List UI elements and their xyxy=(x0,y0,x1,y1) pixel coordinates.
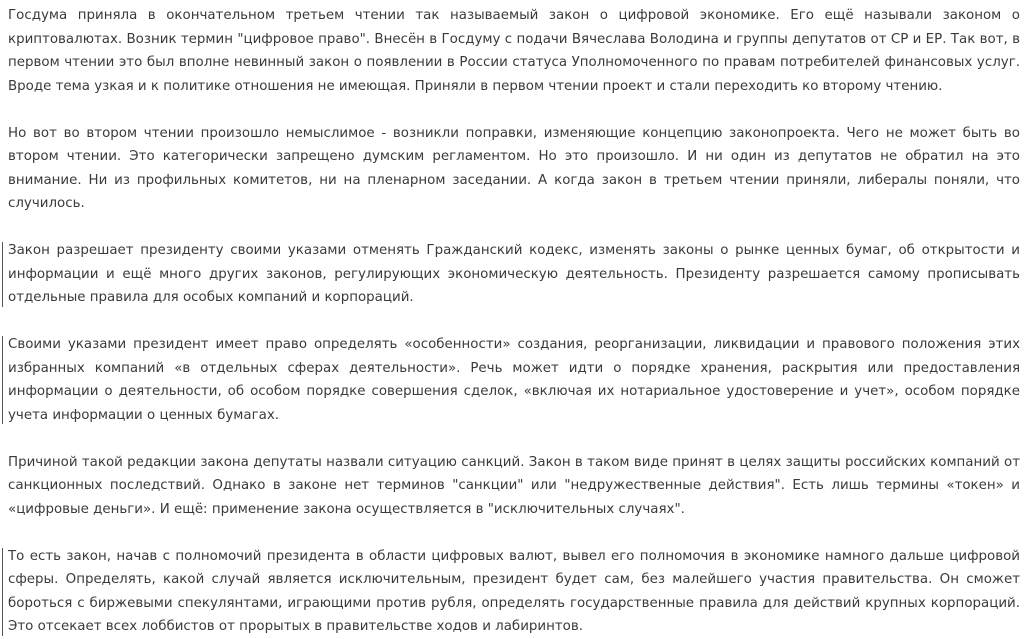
paragraph-spacer xyxy=(8,98,1020,122)
paragraph-spacer xyxy=(8,216,1020,240)
paragraph-spacer xyxy=(8,427,1020,451)
quote-block-1 xyxy=(8,239,1020,310)
quote-bar xyxy=(2,336,3,424)
paragraph-6: То есть закон, начав с полномочий президента в области цифровых валют, вывел его полномочия в экономике намного дальше цифровой сферы. Определять, какой случай является исключительным, президент будет сам, без малейшего участия правительства. Он сможет бороться с биржевыми спекулянтами, играющими против рубля, определять государственные правила для действий крупных корпораций. Это отсекает всех лоббистов от прорытых в правительстве ходов и лабиринтов. xyxy=(8,548,1020,634)
paragraph-1: Госдума приняла в окончательном третьем чтении так называемый закон о цифровой экономике. Его ещё называли законом о криптовалютах. Возник термин "цифровое право". Внесён в Госдуму с подачи Вячеслава Володина и группы депутатов от СР и ЕР. Так вот, в первом чтении это был вполне невинный закон о появлении в России статуса Уполномоченного по правам потребителей финансовых услуг. Вроде тема узкая и к политике отношения не имеющая. Приняли в первом чтении проект и стали переходить ко второму чтению. xyxy=(8,8,1020,94)
quote-block-2 xyxy=(8,333,1020,427)
paragraph-spacer xyxy=(8,310,1020,334)
paragraph-3: Закон разрешает президенту своими указами отменять Гражданский кодекс, изменять законы о рынке ценных бумаг, об открытости и информации и ещё много других законов, регулирующих экономическую деятельность. Президенту разрешается самому прописывать отдельные правила для особых компаний и корпораций. xyxy=(8,243,1020,305)
quote-bar xyxy=(2,548,3,636)
quote-block-3 xyxy=(8,545,1020,639)
quote-bar xyxy=(2,242,3,307)
paragraph-5: Причиной такой редакции закона депутаты назвали ситуацию санкций. Закон в таком виде принят в целях защиты российских компаний от санкционных последствий. Однако в законе нет терминов "санкции" или "недружественные действия". Есть лишь термины «токен» и «цифровые деньги». И ещё: применение закона осуществляется в "исключительных случаях". xyxy=(8,454,1020,517)
paragraph-4: Своими указами президент имеет право определять «особенности» создания, реорганизации, ликвидации и правового положения этих избранных компаний «в отдельных сферах деятельности». Речь может идти о порядке хранения, раскрытия или предоставления информации о деятельности, об особом порядке совершения сделок, «включая их нотариальное удостоверение и учет», особом порядке учета информации о ценных бумагах. xyxy=(8,337,1020,423)
paragraph-2: Но вот во втором чтении произошло немыслимое - возникли поправки, изменяющие концепцию законопроекта. Чего не может быть во втором чтении. Это категорически запрещено думским регламентом. Но это произошло. И ни один из депутатов не обратил на это внимание. Ни из профильных комитетов, ни на пленарном заседании. А когда закон в третьем чтении приняли, либералы поняли, что случилось. xyxy=(8,125,1020,211)
paragraph-spacer xyxy=(8,521,1020,545)
